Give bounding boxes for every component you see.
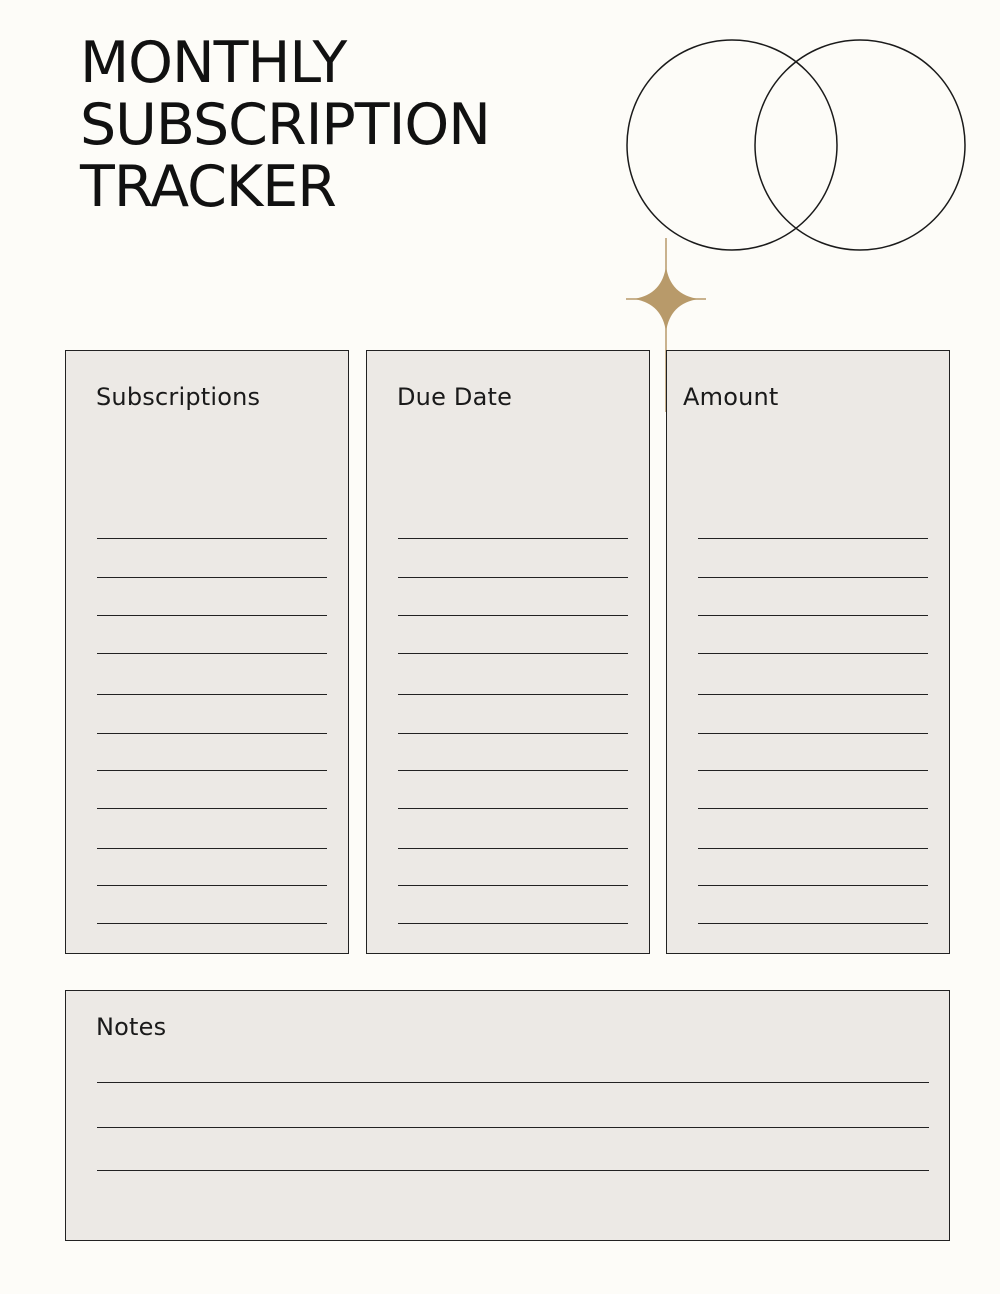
entry-line[interactable] xyxy=(698,615,928,616)
entry-line[interactable] xyxy=(398,808,628,809)
star-body xyxy=(633,266,699,332)
notes-box xyxy=(65,990,950,1241)
notes-line[interactable] xyxy=(97,1082,929,1083)
due-date-label: Due Date xyxy=(397,383,513,411)
subscriptions-label: Subscriptions xyxy=(96,383,261,411)
subscriptions-column xyxy=(65,350,349,954)
notes-label: Notes xyxy=(96,1013,167,1041)
entry-line[interactable] xyxy=(97,733,327,734)
entry-line[interactable] xyxy=(398,577,628,578)
entry-line[interactable] xyxy=(698,923,928,924)
entry-line[interactable] xyxy=(97,923,327,924)
title-line-3: TRACKER xyxy=(80,154,336,220)
entry-line[interactable] xyxy=(97,615,327,616)
amount-label: Amount xyxy=(683,383,779,411)
entry-line[interactable] xyxy=(97,577,327,578)
entry-line[interactable] xyxy=(398,848,628,849)
entry-line[interactable] xyxy=(698,577,928,578)
entry-line[interactable] xyxy=(698,885,928,886)
entry-line[interactable] xyxy=(698,694,928,695)
title-line-2: SUBSCRIPTION xyxy=(80,92,490,158)
entry-line[interactable] xyxy=(97,770,327,771)
overlapping-circles-icon xyxy=(627,40,965,250)
entry-line[interactable] xyxy=(97,653,327,654)
entry-line[interactable] xyxy=(698,653,928,654)
entry-line[interactable] xyxy=(698,808,928,809)
entry-line[interactable] xyxy=(97,694,327,695)
entry-line[interactable] xyxy=(398,653,628,654)
entry-line[interactable] xyxy=(398,538,628,539)
entry-line[interactable] xyxy=(398,770,628,771)
due-date-column xyxy=(366,350,650,954)
entry-line[interactable] xyxy=(398,885,628,886)
notes-line[interactable] xyxy=(97,1170,929,1171)
entry-line[interactable] xyxy=(97,538,327,539)
entry-line[interactable] xyxy=(398,923,628,924)
decor-circle-right xyxy=(755,40,965,250)
entry-line[interactable] xyxy=(698,848,928,849)
entry-line[interactable] xyxy=(398,733,628,734)
entry-line[interactable] xyxy=(698,538,928,539)
entry-line[interactable] xyxy=(698,733,928,734)
entry-line[interactable] xyxy=(698,770,928,771)
decor-circle-left xyxy=(627,40,837,250)
notes-line[interactable] xyxy=(97,1127,929,1128)
entry-line[interactable] xyxy=(398,694,628,695)
entry-line[interactable] xyxy=(398,615,628,616)
entry-line[interactable] xyxy=(97,885,327,886)
amount-column xyxy=(666,350,950,954)
title-line-1: MONTHLY xyxy=(80,30,347,96)
entry-line[interactable] xyxy=(97,848,327,849)
entry-line[interactable] xyxy=(97,808,327,809)
